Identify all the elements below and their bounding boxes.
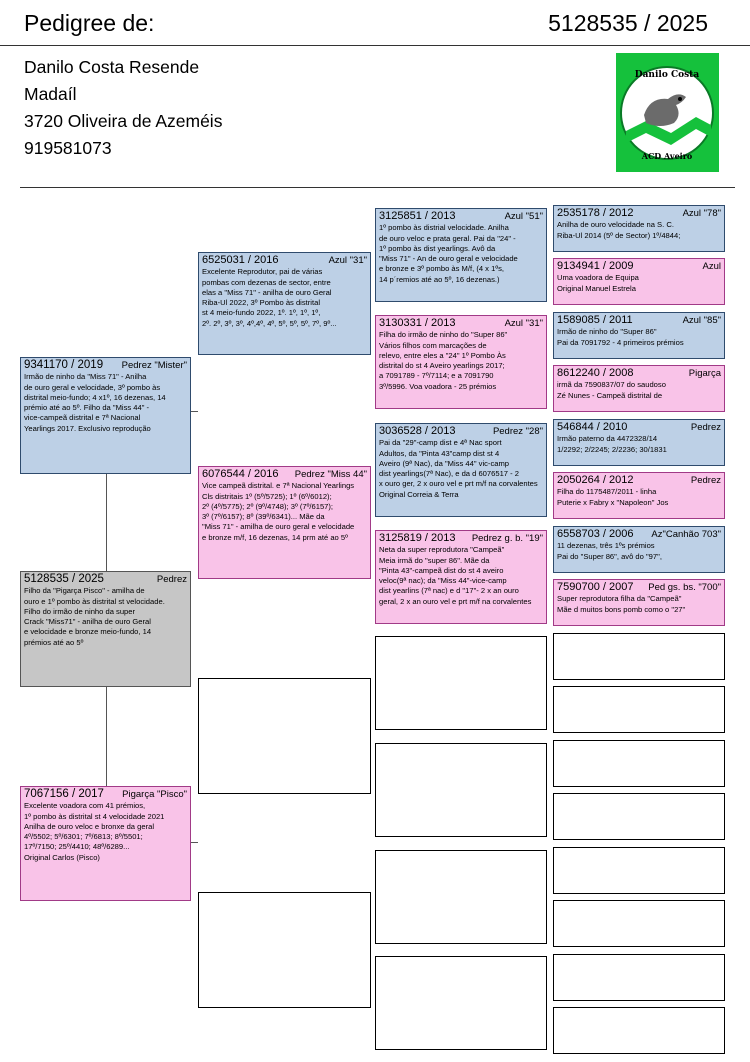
empty-slot[interactable] (553, 740, 725, 787)
owner-info (24, 54, 222, 162)
empty-slot[interactable] (198, 678, 371, 794)
bird-description: Filha do irmão de ninho do "Super 86" Vários filhos com marcações de relevo, entre eles a "24" 1º Pombo Às distrital do st 4 Aveiro yearlings 2017; a 7091789 - 7º/7114; e a 7091790 3º/5996. Voa voadora - 25 prémios (379, 330, 508, 391)
bird-description: Super reprodutora filha da "Campeã" Mãe d muitos bons pomb como o "27" (557, 594, 686, 614)
empty-slot[interactable] (375, 956, 547, 1050)
empty-slot[interactable] (553, 633, 725, 680)
dam-card[interactable] (20, 786, 191, 901)
bird-name: Pedrez "28" (492, 426, 543, 437)
ring-number: 6558703 / 2006 (557, 528, 634, 540)
empty-slot[interactable] (375, 743, 547, 837)
gggparent-card[interactable] (553, 258, 725, 305)
bird-description: Excelente voadora com 41 prémios, 1º pombo às distrital st 4 velocidade 2021 Anilha de ouro veloc e bronxe da geral 4º/5502; 5º/6301; 7º/6813; 8º/5501; 17º/7150; 25º/4410; 48º/6289... Original Carlos (Pisco) (24, 801, 165, 862)
bird-name: Azul "51" (504, 211, 543, 222)
ring-number: 9134941 / 2009 (557, 260, 634, 272)
bird-name: Pedrez (690, 475, 721, 486)
gggparent-card[interactable] (553, 205, 725, 252)
bird-description: Irmão de ninho da "Miss 71" - Anilha de ouro geral e velocidade, 3º pombo às distrital meio-fundo; 4 x1º, 16 dezenas, 14 prémio até ao 5º. Filho da "Miss 44" - vice-campeã distrital e 7ª Nacional Yearlings 2017. Exclusivo reprodução (24, 372, 166, 433)
bird-description: Irmão de ninho do "Super 86" Pai da 7091792 - 4 primeiros prémios (557, 327, 684, 347)
logo-text: Danilo Costa (634, 70, 700, 80)
ring-number: 3125851 / 2013 (379, 210, 456, 222)
logo-subtext: ACD Aveiro (641, 151, 693, 161)
bird-description: Irmão paterno da 4472328/14 1/2292; 2/2245; 2/2236; 30/1831 (557, 434, 667, 454)
ring-number: 1589085 / 2011 (557, 314, 633, 326)
ring-number: 6076544 / 2016 (202, 468, 279, 480)
bird-description: 11 dezenas, três 1ºs prémios Pai do "Super 86", avô do "97", (557, 541, 662, 561)
empty-slot[interactable] (553, 900, 725, 947)
ring-number: 5128535 / 2025 (24, 573, 104, 585)
bird-name: Pedrez "Miss 44" (294, 469, 367, 480)
gggparent-card[interactable] (553, 312, 725, 359)
subject-card[interactable] (20, 571, 191, 687)
bird-name: Pigarça (688, 368, 721, 379)
bird-description: irmã da 7590837/07 do saudoso Zé Nunes - Campeã distrital de (557, 380, 666, 400)
bird-name: Pigarça "Pisco" (122, 789, 187, 800)
bird-description: Excelente Reprodutor, pai de várias pombas com dezenas de sector, entre elas a "Miss 71" - anilha de ouro Geral Riba-Ul 2022, 3º Pombo às distrital st 4 meio-fundo 2022, 1º. 1º, 1º, 1º, 2º. 2º, 3º, 3º, 4º,4º, 4º, 5º, 5º, 5º, 7º, 9º... (202, 267, 337, 328)
bird-description: Filha do 1175487/2011 - linha Puterie x Fabry x "Napoleon" Jos (557, 487, 669, 507)
gggparent-card[interactable] (553, 365, 725, 412)
bird-name: Azul "78" (682, 208, 721, 219)
bird-name: Pedrez "Mister" (121, 360, 187, 371)
bird-description: Pai da "29"-camp dist e 4ª Nac sport Adultos, da "Pinta 43"camp dist st 4 Aveiro (9ª Nac), da "Miss 44" vic-camp dist yearlings(7ª Nac), e da d 6076517 - 2 x ouro ger, 2 x ouro vel e prt m/f na corvalentes Original Correia & Terra (379, 438, 538, 499)
bird-name: Azul (702, 261, 721, 272)
bird-description: Uma voadora de Equipa Original Manuel Estrela (557, 273, 639, 293)
ring-number: 6525031 / 2016 (202, 254, 279, 266)
ring-number: 2535178 / 2012 (557, 207, 634, 219)
ring-number: 3130331 / 2013 (379, 317, 456, 329)
bird-description: 1º pombo às distrial velocidade. Anilha de ouro veloc e prata geral. Pai da "24" - 1º pombo às dist yearlings. Avô da "Miss 71" - An de ouro geral e velocidade e bronze e 3º pombo às M/f, (4 x 1ºs, 14 p´remios até ao 5º, 16 dezenas.) (379, 223, 518, 284)
empty-slot[interactable] (198, 892, 371, 1008)
bird-name: Az"Canhão 703" (651, 529, 721, 540)
gggparent-card[interactable] (553, 472, 725, 519)
bird-name: Pedrez (156, 574, 187, 585)
bird-description: Filho da "Pigarça Pisco" - amilha de ouro e 1º pombo às distrital st velocidade. Filho do irmão de ninho da super Crack "Miss71" - anilha de ouro Geral e velocidade e bronze meio-fundo, 14 prémios até ao 5º (24, 586, 165, 647)
owner-phone: 919581073 (24, 138, 112, 158)
ring-number: 8612240 / 2008 (557, 367, 634, 379)
ring-number: 3125819 / 2013 (379, 532, 456, 544)
ring-number: 9341170 / 2019 (24, 359, 104, 371)
empty-slot[interactable] (375, 850, 547, 944)
connector-line (106, 474, 107, 572)
sire-card[interactable] (20, 357, 191, 474)
page-title: Pedigree de: (24, 10, 155, 36)
connector-line (106, 686, 107, 786)
grandsire-card[interactable] (198, 252, 371, 355)
ggparent-card[interactable] (375, 208, 547, 302)
pedigree-ring-number: 5128535 / 2025 (548, 10, 708, 36)
ring-number: 7067156 / 2017 (24, 788, 104, 800)
bird-description: Neta da super reprodutora "Campeã" Meia irmã do "super 86". Mãe da "Pinta 43"-campeã dist do st 4 aveiro veloc(9ª nac); da "Miss 44"-vice-camp dist yearlins (7ª nac) e d "17"- 2 x an ouro geral, 2 x an ouro vel e prt m/f na corvalentes (379, 545, 532, 606)
gggparent-card[interactable] (553, 579, 725, 626)
owner-name: Danilo Costa Resende (24, 57, 200, 77)
ring-number: 2050264 / 2012 (557, 474, 634, 486)
bird-name: Pedrez (690, 422, 721, 433)
ggparent-card[interactable] (375, 315, 547, 409)
gggparent-card[interactable] (553, 419, 725, 466)
bird-name: Azul "85" (682, 315, 721, 326)
gggparent-card[interactable] (553, 526, 725, 573)
ggparent-card[interactable] (375, 530, 547, 624)
ring-number: 546844 / 2010 (557, 421, 628, 433)
empty-slot[interactable] (553, 847, 725, 894)
owner-place: Madaíl (24, 84, 77, 104)
header-divider (0, 45, 750, 46)
section-divider (20, 187, 735, 188)
bird-description: Anilha de ouro velocidade na S. C. Riba-Ul 2014 (5º de Sector) 1º/4844; (557, 220, 681, 240)
club-logo (616, 53, 719, 172)
bird-name: Pedrez g. b. "19" (471, 533, 543, 544)
connector-line (190, 411, 198, 412)
granddam-card[interactable] (198, 466, 371, 579)
empty-slot[interactable] (553, 686, 725, 733)
ggparent-card[interactable] (375, 423, 547, 517)
empty-slot[interactable] (375, 636, 547, 730)
empty-slot[interactable] (553, 793, 725, 840)
ring-number: 3036528 / 2013 (379, 425, 456, 437)
connector-line (190, 842, 198, 843)
bird-name: Azul "31" (504, 318, 543, 329)
empty-slot[interactable] (553, 1007, 725, 1054)
ring-number: 7590700 / 2007 (557, 581, 634, 593)
owner-city: 3720 Oliveira de Azeméis (24, 111, 223, 131)
bird-description: Vice campeã distrital. e 7ª Nacional Yearlings Cls distritais 1º (5º/5725); 1º (6º/6012); 2º (4º/5775); 2º (9º/4748); 3º (7º/6157); 3º (7º/6157); 8º (39º/6341)... Mãe da "Miss 71" - amilha de ouro geral e velocidade e bronze m/f, 16 dezenas, 14 prm até ao 5º (202, 481, 355, 542)
bird-name: Azul "31" (328, 255, 367, 266)
empty-slot[interactable] (553, 954, 725, 1001)
bird-name: Ped gs. bs. "700" (648, 582, 721, 593)
